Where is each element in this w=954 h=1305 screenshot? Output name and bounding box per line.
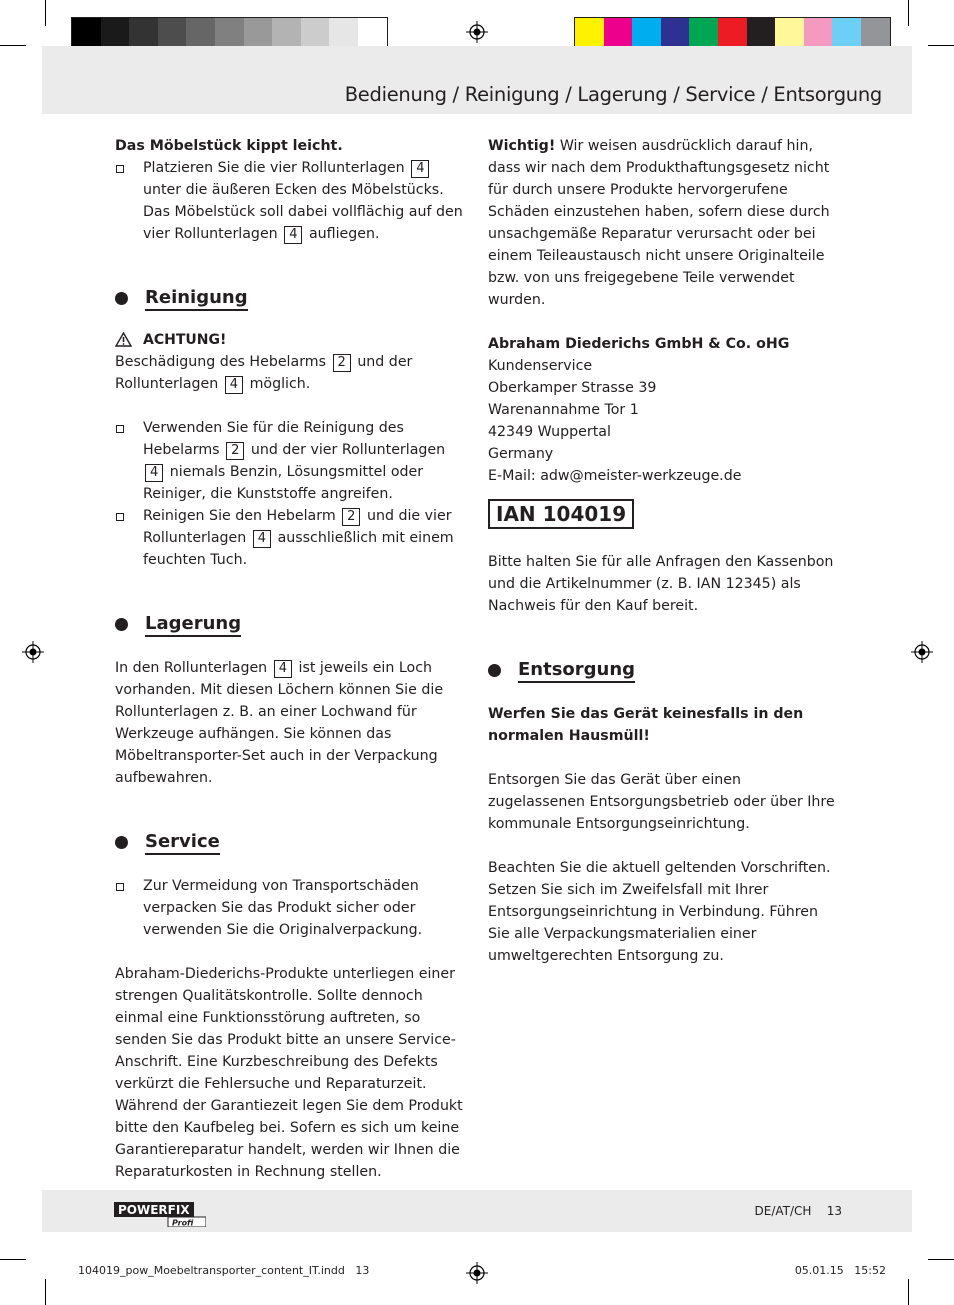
address-line: Oberkamper Strasse 39	[488, 380, 657, 396]
color-swatch	[101, 18, 130, 46]
ian-wrapper	[488, 499, 838, 529]
section-heading-service: Service	[115, 831, 467, 853]
color-swatch	[604, 18, 633, 46]
color-swatch	[718, 18, 747, 46]
bullet-dot-icon	[115, 618, 128, 631]
color-swatch	[129, 18, 158, 46]
bullet-dot-icon	[115, 836, 128, 849]
part-number-badge: 2	[342, 508, 360, 526]
section-heading-entsorgung: Entsorgung	[488, 659, 838, 681]
list-item: Zur Vermeidung von Transportschäden verpacken Sie das Produkt sicher oder verwenden Sie die Originalverpackung.	[115, 875, 467, 941]
bullet-dot-icon	[115, 292, 128, 305]
color-swatch	[215, 18, 244, 46]
bullet-dot-icon	[488, 664, 501, 677]
color-swatch	[329, 18, 358, 46]
warning-text: Beschädigung des Hebelarms 2 und der Rollunterlagen 4 möglich.	[115, 354, 413, 392]
right-column	[488, 135, 838, 967]
part-number-badge: 4	[225, 376, 243, 394]
registration-mark-icon	[22, 641, 44, 663]
color-swatch	[804, 18, 833, 46]
service-text: Abraham-Diederichs-Produkte unterliegen einer strengen Qualitätskontrolle. Sollte dennoch einmal eine Funktionsstörung auftreten, so senden Sie das Produkt bitte an unsere Service-Anschrift. Eine Kurzbeschreibung des Defekts verkürzt die Fehlersuche und Reparaturzeit. Während der Garantiezeit legen Sie dem Produkt bitte den Kaufbeleg bei. Sofern es sich um keine Garantiereparatur handelt, werden wir Ihnen die Reparaturkosten in Rechnung stellen.	[115, 966, 463, 1180]
address-line: Germany	[488, 446, 554, 462]
warning-label: ACHTUNG!	[115, 329, 467, 351]
color-swatch	[244, 18, 273, 46]
registration-mark-icon	[466, 1262, 488, 1284]
part-number-badge: 4	[253, 530, 271, 548]
color-swatch	[272, 18, 301, 46]
color-swatch	[689, 18, 718, 46]
ian-badge: IAN 104019	[488, 499, 634, 529]
color-swatch	[158, 18, 187, 46]
list-item: Verwenden Sie für die Reinigung des Hebelarms 2 und der vier Rollunterlagen 4 niemals Benzin, Lösungsmittel oder Reiniger, die Kunststoffe angreifen.	[115, 417, 467, 505]
receipt-note: Bitte halten Sie für alle Anfragen den Kassenbon und die Artikelnummer (z. B. IAN 12345) als Nachweis für den Kauf bereit.	[488, 554, 834, 614]
crop-mark	[0, 45, 26, 46]
slug-date-info: 05.01.15 15:52	[794, 1264, 886, 1277]
wichtig-paragraph: Wichtig! Wir weisen ausdrücklich darauf hin, dass wir nach dem Produkthaftungsgesetz nicht für durch unsere Produkte hervorgerufene Schäden einzustehen haben, sofern diese durch unsachgemäße Reparatur verursacht oder bei einem Teileaustausch nicht unsere Originalteile bzw. von uns freigegebene Teile verwendet wurden.	[488, 138, 830, 308]
intro-heading: Das Möbelstück kippt leicht.	[115, 138, 343, 154]
lagerung-text: In den Rollunterlagen 4 ist jeweils ein Loch vorhanden. Mit diesen Löchern können Sie die Rollunterlagen z. B. an einer Lochwand für Werkzeuge aufhängen. Sie können das Möbeltransporter-Set auch in der Verpackung aufbewahren.	[115, 660, 444, 786]
svg-text:POWERFIX: POWERFIX	[118, 1203, 190, 1217]
color-swatch	[632, 18, 661, 46]
list-item: Reinigen Sie den Hebelarm 2 und die vier Rollunterlagen 4 ausschließlich mit einem feuchten Tuch.	[115, 505, 467, 571]
color-swatch	[775, 18, 804, 46]
grayscale-color-bar	[71, 17, 388, 47]
registration-mark-icon	[911, 641, 933, 663]
color-swatch	[832, 18, 861, 46]
company-name: Abraham Diederichs GmbH & Co. oHG	[488, 336, 790, 352]
color-swatch	[747, 18, 776, 46]
entsorgung-text: Beachten Sie die aktuell geltenden Vorschriften. Setzen Sie sich im Zweifelsfall mit Ihrer Entsorgungseinrichtung in Verbindung. Führen Sie alle Verpackungsmaterialien einer umweltgerechten Entsorgung zu.	[488, 860, 831, 964]
part-number-badge: 2	[226, 442, 244, 460]
crop-mark	[908, 0, 909, 26]
powerfix-logo	[114, 1201, 206, 1227]
page-number: DE/AT/CH 13	[754, 1204, 842, 1218]
address-line: 42349 Wuppertal	[488, 424, 611, 440]
warning-triangle-icon	[115, 332, 132, 347]
address-line: Kundenservice	[488, 358, 593, 374]
entsorgung-text: Entsorgen Sie das Gerät über einen zugelassenen Entsorgungsbetrieb oder über Ihre kommunale Entsorgungseinrichtung.	[488, 772, 835, 832]
email-line: E-Mail: adw@meister-werkzeuge.de	[488, 468, 742, 484]
address-line: Warenannahme Tor 1	[488, 402, 639, 418]
color-swatch	[186, 18, 215, 46]
part-number-badge: 4	[411, 160, 429, 178]
section-heading-reinigung: Reinigung	[115, 287, 467, 309]
page-title: Bedienung / Reinigung / Lagerung / Service / Entsorgung	[344, 83, 882, 106]
section-heading-lagerung: Lagerung	[115, 613, 467, 635]
svg-text:Profi: Profi	[172, 1218, 194, 1227]
list-item: Platzieren Sie die vier Rollunterlagen 4 unter die äußeren Ecken des Möbelstücks. Das Möbelstück soll dabei vollflächig auf den vier Rollunterlagen 4 aufliegen.	[115, 157, 467, 245]
crop-mark	[0, 1259, 26, 1260]
crop-mark	[45, 1279, 46, 1305]
part-number-badge: 4	[284, 226, 302, 244]
entsorgung-bold: Werfen Sie das Gerät keinesfalls in den normalen Hausmüll!	[488, 706, 804, 744]
color-swatch	[301, 18, 330, 46]
part-number-badge: 2	[333, 354, 351, 372]
color-swatch	[661, 18, 690, 46]
color-swatch	[358, 18, 387, 46]
crop-mark	[45, 0, 46, 26]
color-swatch	[72, 18, 101, 46]
color-swatch	[575, 18, 604, 46]
part-number-badge: 4	[274, 660, 292, 678]
process-color-bar	[574, 17, 891, 47]
slug-file-info: 104019_pow_Moebeltransporter_content_IT.indd 13	[78, 1264, 370, 1277]
registration-mark-icon	[466, 21, 488, 43]
left-column	[115, 135, 467, 1183]
part-number-badge: 4	[145, 464, 163, 482]
crop-mark	[908, 1279, 909, 1305]
crop-mark	[928, 1259, 954, 1260]
color-swatch	[861, 18, 890, 46]
crop-mark	[928, 45, 954, 46]
